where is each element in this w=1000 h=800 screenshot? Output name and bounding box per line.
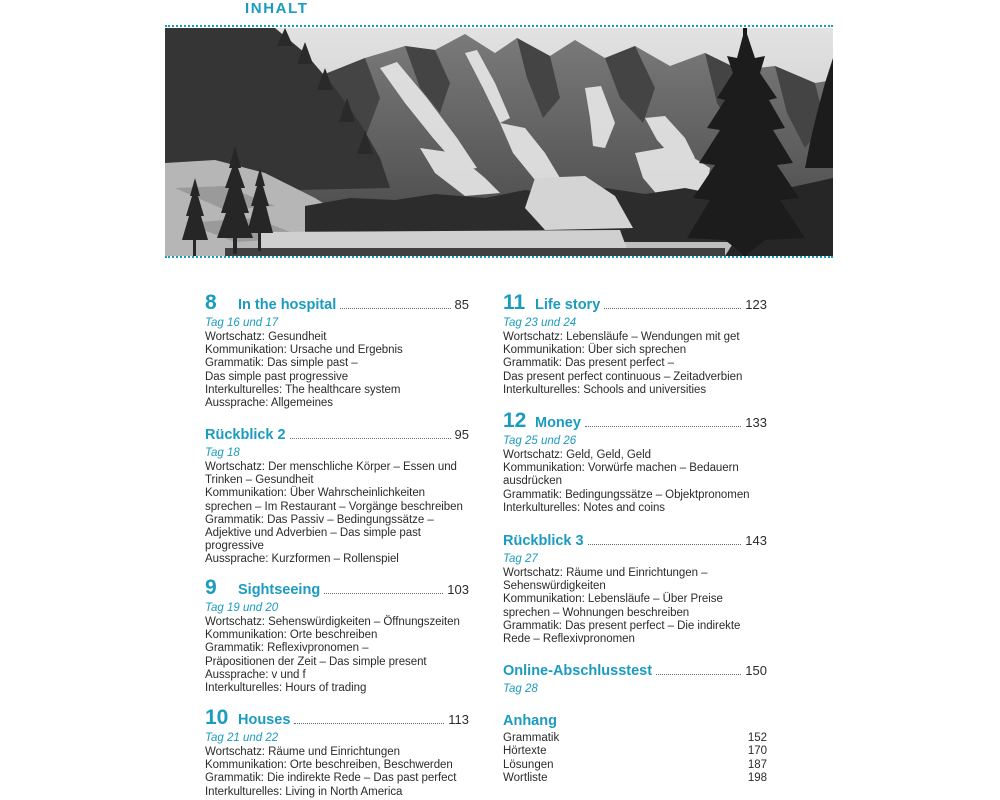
page-number: 123 bbox=[745, 297, 767, 312]
test-heading bbox=[503, 659, 767, 681]
topic-line: Interkulturelles: Living in North America bbox=[205, 785, 403, 798]
toc-entry-final-test bbox=[503, 659, 767, 697]
topic-line: Rede – Reflexivpronomen bbox=[503, 633, 635, 646]
topic-line: Interkulturelles: The healthcare system bbox=[205, 383, 401, 396]
toc-entry-chapter-8 bbox=[205, 293, 469, 410]
appendix-item-page: 198 bbox=[747, 771, 767, 784]
topic-line: Wortschatz: Geld, Geld, Geld bbox=[503, 449, 651, 461]
chapter-title: Life story bbox=[535, 297, 601, 313]
day-range: Tag 27 bbox=[503, 553, 538, 565]
day-range: Tag 16 und 17 bbox=[205, 317, 279, 329]
dot-leader bbox=[588, 544, 742, 545]
dot-leader bbox=[604, 308, 741, 309]
topic-line: Wortschatz: Der menschliche Körper – Essen und bbox=[205, 461, 457, 473]
top-dotted-rule bbox=[165, 25, 833, 27]
toc-entry-chapter-12 bbox=[503, 411, 767, 515]
topic-line: Kommunikation: Vorwürfe machen – Bedauern bbox=[503, 462, 739, 475]
topic-line: Trinken – Gesundheit bbox=[205, 474, 314, 487]
appendix-item bbox=[503, 745, 767, 758]
chapter-heading bbox=[205, 708, 469, 730]
toc-entry-chapter-11 bbox=[503, 293, 767, 397]
page-number: 85 bbox=[454, 297, 469, 312]
topic-line: Grammatik: Reflexivpronomen – bbox=[205, 642, 369, 655]
topic-line: sprechen – Wohnungen beschreiben bbox=[503, 606, 690, 619]
topic-line: Kommunikation: Orte beschreiben bbox=[205, 629, 378, 642]
landscape-photo bbox=[165, 28, 833, 256]
topic-line: Sehenswürdigkeiten bbox=[503, 580, 606, 593]
appendix-item-label: Lösungen bbox=[503, 758, 554, 771]
chapter-title: Houses bbox=[238, 712, 291, 728]
appendix-item-label: Hörtexte bbox=[503, 745, 547, 758]
appendix-heading bbox=[503, 709, 767, 731]
chapter-number: 9 bbox=[205, 576, 217, 599]
topic-line: Grammatik: Das simple past – bbox=[205, 357, 358, 370]
chapter-heading bbox=[503, 293, 767, 315]
toc-entry-rueckblick-3 bbox=[503, 529, 767, 646]
topic-line: Wortschatz: Räume und Einrichtungen – bbox=[503, 567, 708, 579]
chapter-heading bbox=[205, 578, 469, 600]
page-number: 150 bbox=[745, 663, 767, 678]
dot-leader bbox=[585, 426, 741, 427]
dot-leader bbox=[290, 438, 451, 439]
chapter-heading bbox=[503, 411, 767, 433]
toc-entry-chapter-10 bbox=[205, 708, 469, 799]
dot-leader bbox=[656, 674, 741, 675]
dot-leader bbox=[324, 593, 443, 594]
review-heading bbox=[503, 529, 767, 551]
review-heading bbox=[205, 423, 469, 445]
topic-line: Wortschatz: Gesundheit bbox=[205, 331, 327, 343]
toc-entry-chapter-9 bbox=[205, 578, 469, 695]
topic-line: Wortschatz: Räume und Einrichtungen bbox=[205, 746, 400, 758]
test-title: Online-Abschlusstest bbox=[503, 663, 653, 679]
page-number: 143 bbox=[745, 533, 767, 548]
toc-entry-rueckblick-2 bbox=[205, 423, 469, 567]
appendix-item-label: Wortliste bbox=[503, 771, 548, 784]
appendix-item bbox=[503, 732, 767, 745]
page-number: 103 bbox=[447, 582, 469, 597]
chapter-number: 10 bbox=[205, 706, 229, 729]
topic-line: Präpositionen der Zeit – Das simple present bbox=[205, 655, 427, 668]
topic-line: Das present perfect continuous – Zeitadverbien bbox=[503, 370, 743, 383]
page-number: 95 bbox=[454, 427, 469, 442]
topic-line: Grammatik: Das present perfect – Die indirekte bbox=[503, 619, 741, 632]
topic-line: Kommunikation: Lebensläufe – Über Preise bbox=[503, 593, 723, 606]
topic-line: Grammatik: Bedingungssätze – Objektpronomen bbox=[503, 488, 750, 501]
topic-line: Aussprache: Allgemeines bbox=[205, 397, 333, 410]
topic-line: progressive bbox=[205, 540, 264, 553]
day-range: Tag 23 und 24 bbox=[503, 317, 577, 329]
appendix-item-page: 152 bbox=[747, 732, 767, 744]
topic-line: ausdrücken bbox=[503, 475, 562, 488]
chapter-number: 12 bbox=[503, 409, 527, 432]
chapter-heading bbox=[205, 293, 469, 315]
day-range: Tag 21 und 22 bbox=[205, 732, 279, 744]
dot-leader bbox=[340, 308, 450, 309]
appendix-item-label: Grammatik bbox=[503, 732, 560, 744]
topic-line: Interkulturelles: Schools and universities bbox=[503, 383, 707, 396]
chapter-title: In the hospital bbox=[238, 297, 337, 313]
day-range: Tag 25 und 26 bbox=[503, 435, 577, 447]
day-range: Tag 19 und 20 bbox=[205, 602, 279, 614]
page-heading: INHALT bbox=[245, 0, 309, 17]
topic-line: Aussprache: v und f bbox=[205, 668, 306, 681]
topic-line: Interkulturelles: Hours of trading bbox=[205, 682, 367, 695]
review-title: Rückblick 2 bbox=[205, 427, 286, 443]
topic-line: Interkulturelles: Notes and coins bbox=[503, 501, 665, 514]
chapter-number: 8 bbox=[205, 291, 217, 314]
topic-line: Aussprache: Kurzformen – Rollenspiel bbox=[205, 553, 399, 566]
appendix-item bbox=[503, 759, 767, 772]
topic-line: Wortschatz: Lebensläufe – Wendungen mit get bbox=[503, 331, 740, 343]
appendix-item-page: 187 bbox=[747, 758, 767, 771]
topic-line: Kommunikation: Orte beschreiben, Beschwerden bbox=[205, 759, 453, 772]
topic-line: Grammatik: Das present perfect – bbox=[503, 357, 674, 370]
day-range: Tag 18 bbox=[205, 447, 240, 459]
page-number: 113 bbox=[448, 712, 469, 727]
appendix-title: Anhang bbox=[503, 713, 557, 729]
bottom-dotted-rule bbox=[165, 256, 833, 258]
topic-line: Kommunikation: Über Wahrscheinlichkeiten bbox=[205, 487, 426, 500]
topic-line: Das simple past progressive bbox=[205, 370, 349, 383]
topic-line: Grammatik: Das Passiv – Bedingungssätze – bbox=[205, 513, 434, 526]
day-range: Tag 28 bbox=[503, 683, 538, 695]
topic-line: Adjektive und Adverbien – Das simple past bbox=[205, 527, 421, 540]
dot-leader bbox=[294, 723, 444, 724]
appendix-item bbox=[503, 772, 767, 785]
topic-line: Kommunikation: Über sich sprechen bbox=[503, 344, 687, 357]
review-title: Rückblick 3 bbox=[503, 533, 584, 549]
topic-line: sprechen – Im Restaurant – Vorgänge beschreiben bbox=[205, 500, 463, 513]
topic-line: Wortschatz: Sehenswürdigkeiten – Öffnungszeiten bbox=[205, 616, 460, 628]
topic-line: Grammatik: Die indirekte Rede – Das past perfect bbox=[205, 772, 457, 785]
appendix-section bbox=[503, 709, 767, 785]
chapter-title: Sightseeing bbox=[238, 582, 321, 598]
appendix-item-page: 170 bbox=[747, 745, 767, 758]
chapter-number: 11 bbox=[503, 291, 526, 314]
topic-line: Kommunikation: Ursache und Ergebnis bbox=[205, 344, 403, 357]
page-number: 133 bbox=[745, 415, 767, 430]
chapter-title: Money bbox=[535, 415, 581, 431]
